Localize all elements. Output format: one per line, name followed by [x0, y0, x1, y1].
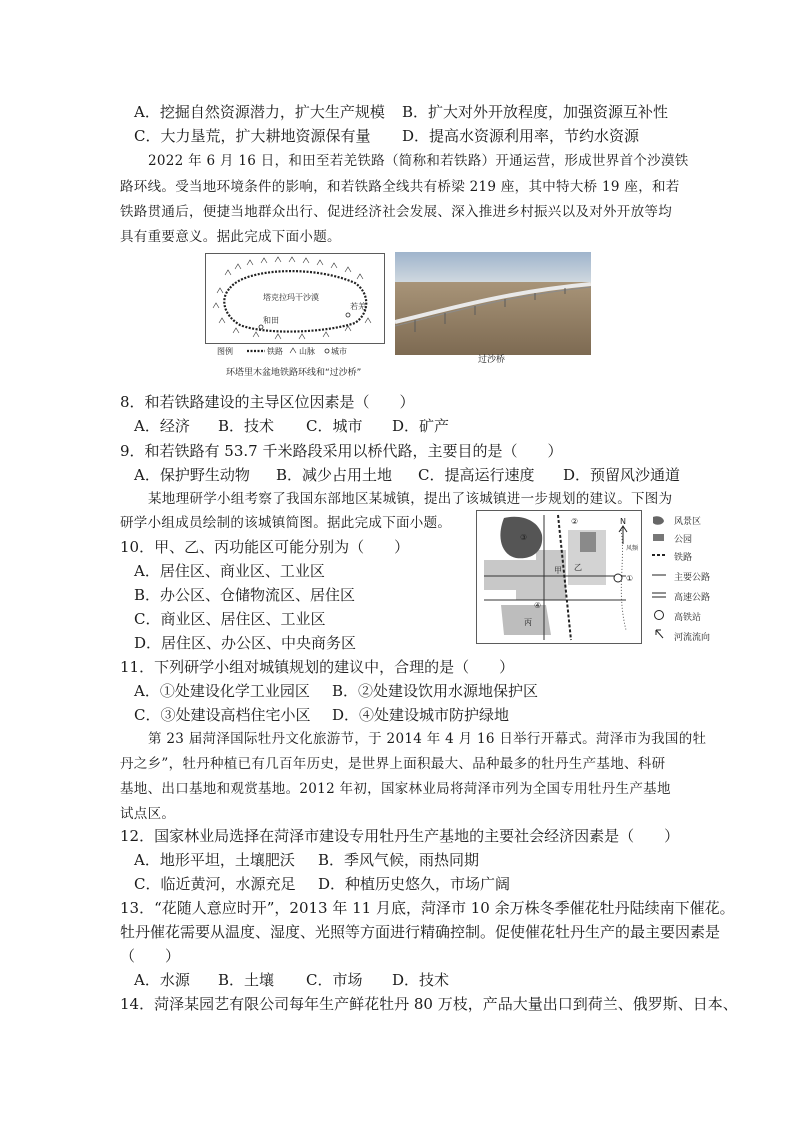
q7-option-d: D．提高水资源利用率，节约水资源 [402, 127, 640, 145]
legend-railway: 铁路 [674, 553, 693, 563]
q12-option-b: B．季风气候，雨热同期 [318, 851, 480, 869]
town-map-svg [476, 510, 642, 644]
q7-option-c: C．大力垦荒，扩大耕地资源保有量 [134, 127, 371, 145]
legend-mountain: 山脉 [299, 347, 315, 356]
q8-option-b: B．技术 [218, 417, 275, 435]
q11-option-b: B．②处建设饮用水源地保护区 [332, 682, 539, 700]
figure2-legend [650, 514, 742, 644]
passage1-line-3: 铁路贯通后，便捷当地群众出行、促进经济社会发展、深入推进乡村振兴以及对外开放等均 [120, 204, 672, 220]
tarim-map-svg [205, 253, 385, 363]
city-hetian-icon [259, 325, 263, 329]
legend-park-icon [653, 534, 664, 541]
legend-expressway: 高速公路 [674, 593, 711, 603]
park-area [580, 532, 596, 552]
marker-3: ③ [520, 533, 528, 542]
q8-stem: 8．和若铁路建设的主导区位因素是（ ） [120, 393, 415, 411]
marker-1: ① [626, 574, 634, 583]
legend-park: 公园 [674, 535, 693, 545]
marker-2: ② [571, 517, 579, 526]
legend-scenic-icon [653, 516, 664, 525]
q10-option-d: D．居住区、办公区、中央商务区 [134, 634, 357, 652]
label-jia: 甲 [554, 566, 562, 575]
passage2-line-2: 研学小组成员绘制的该城镇简图。据此完成下面小题。 [120, 515, 452, 531]
q8-option-c: C．城市 [306, 417, 363, 435]
legend-prefix: 图例 [217, 347, 233, 356]
legend-icons-svg [650, 514, 670, 644]
q9-option-c: C．提高运行速度 [418, 466, 535, 484]
passage1-line-4: 具有重要意义。据此完成下面小题。 [120, 229, 341, 245]
city-hetian-label: 和田 [263, 316, 279, 325]
q9-option-b: B．减少占用土地 [276, 466, 393, 484]
q8-option-a: A．经济 [134, 417, 190, 435]
q9-option-d: D．预留风沙通道 [563, 466, 681, 484]
q13-line-1: 13．“花随人意应时开”，2013 年 11 月底，菏泽市 10 余万株冬季催花牡丹陆续南下催花。 [120, 899, 735, 917]
q8-option-d: D．矿产 [392, 417, 450, 435]
legend-station-icon [655, 611, 664, 620]
legend-station: 高铁站 [674, 613, 702, 623]
q10-option-c: C．商业区、居住区、工业区 [134, 610, 326, 628]
q12-stem: 12．国家林业局选择在菏泽市建设专用牡丹生产基地的主要社会经济因素是（ ） [120, 827, 680, 845]
q11-option-d: D．④处建设城市防护绿地 [332, 706, 510, 724]
station-icon [614, 574, 622, 582]
figure1-map [205, 253, 385, 363]
figure1-caption-right: 过沙桥 [478, 355, 506, 365]
passage3-line-3: 基地、出口基地和观赏基地。2012 年初，国家林业局将菏泽市列为全国专用牡丹生产基地 [120, 781, 671, 797]
passage1-line-2: 路环线。受当地环境条件的影响，和若铁路全线共有桥梁 219 座，其中特大桥 19 座，和若 [120, 179, 680, 195]
q11-stem: 11．下列研学小组对城镇规划的建议中，合理的是（ ） [120, 658, 515, 676]
figure1-caption-left: 环塔里木盆地铁路环线和“过沙桥” [226, 368, 362, 378]
label-bing: 丙 [524, 618, 532, 627]
label-yi: 乙 [574, 563, 582, 572]
q10-option-a: A．居住区、商业区、工业区 [134, 562, 325, 580]
q13-line-2: 牡丹催花需要从温度、湿度、光照等方面进行精确控制。促使催花牡丹生产的最主要因素是 [120, 923, 721, 941]
q14-line-1: 14．菏泽某园艺有限公司每年生产鲜花牡丹 80 万枝，产品大量出口到荷兰、俄罗斯、日本、 [120, 995, 738, 1013]
q12-option-d: D．种植历史悠久，市场广阔 [318, 875, 511, 893]
passage3-line-2: 丹之乡”，牡丹种植已有几百年历史，是世界上面积最大、品种最多的牡丹生产基地、科研 [120, 756, 666, 772]
q10-stem: 10．甲、乙、丙功能区可能分别为（ ） [120, 538, 410, 556]
city-ruoqiang-icon [346, 313, 350, 317]
legend-river-icon [656, 630, 663, 638]
north-label: N [620, 517, 626, 526]
passage2-line-1: 某地理研学小组考察了我国东部地区某城镇，提出了该城镇进一步规划的建议。下图为 [148, 491, 673, 507]
legend-mountain-icon [290, 348, 296, 353]
q13-line-3: （ ） [120, 947, 181, 965]
marker-4: ④ [534, 601, 542, 610]
city-ruoqiang-label: 若羌 [350, 302, 366, 311]
wind-label: 风频 [626, 545, 639, 552]
legend-main-road: 主要公路 [674, 573, 711, 583]
q11-option-c: C．③处建设高档住宅小区 [134, 706, 311, 724]
q7-option-b: B．扩大对外开放程度，加强资源互补性 [402, 103, 669, 121]
figure2-town-map [476, 510, 642, 644]
bridge-photo [395, 252, 591, 355]
bridge-photo-svg [395, 252, 591, 355]
q7-option-a: A．挖掘自然资源潜力，扩大生产规模 [134, 103, 385, 121]
q12-option-c: C．临近黄河，水源充足 [134, 875, 296, 893]
q13-option-d: D．技术 [392, 971, 450, 989]
legend-scenic: 风景区 [674, 517, 702, 527]
legend-city: 城市 [331, 347, 347, 356]
q13-option-c: C．市场 [306, 971, 363, 989]
q12-option-a: A．地形平坦，土壤肥沃 [134, 851, 295, 869]
q13-option-b: B．土壤 [218, 971, 275, 989]
passage3-line-1: 第 23 届菏泽国际牡丹文化旅游节，于 2014 年 4 月 16 日举行开幕式。菏泽市为我国的牡 [148, 731, 707, 747]
q9-stem: 9．和若铁路有 53.7 千米路段采用以桥代路，主要目的是（ ） [120, 442, 563, 460]
q9-option-a: A．保护野生动物 [134, 466, 250, 484]
q10-option-b: B．办公区、仓储物流区、居住区 [134, 586, 356, 604]
passage3-line-4: 试点区。 [120, 806, 176, 822]
legend-river: 河流流向 [674, 633, 711, 643]
legend-city-icon [325, 349, 329, 353]
q13-option-a: A．水源 [134, 971, 190, 989]
q11-option-a: A．①处建设化学工业园区 [134, 682, 310, 700]
desert-label: 塔克拉玛干沙漠 [263, 293, 319, 302]
legend-railway: 铁路 [267, 347, 283, 356]
passage1-line-1: 2022 年 6 月 16 日，和田至若羌铁路（简称和若铁路）开通运营，形成世界首个沙漠铁 [148, 153, 689, 169]
